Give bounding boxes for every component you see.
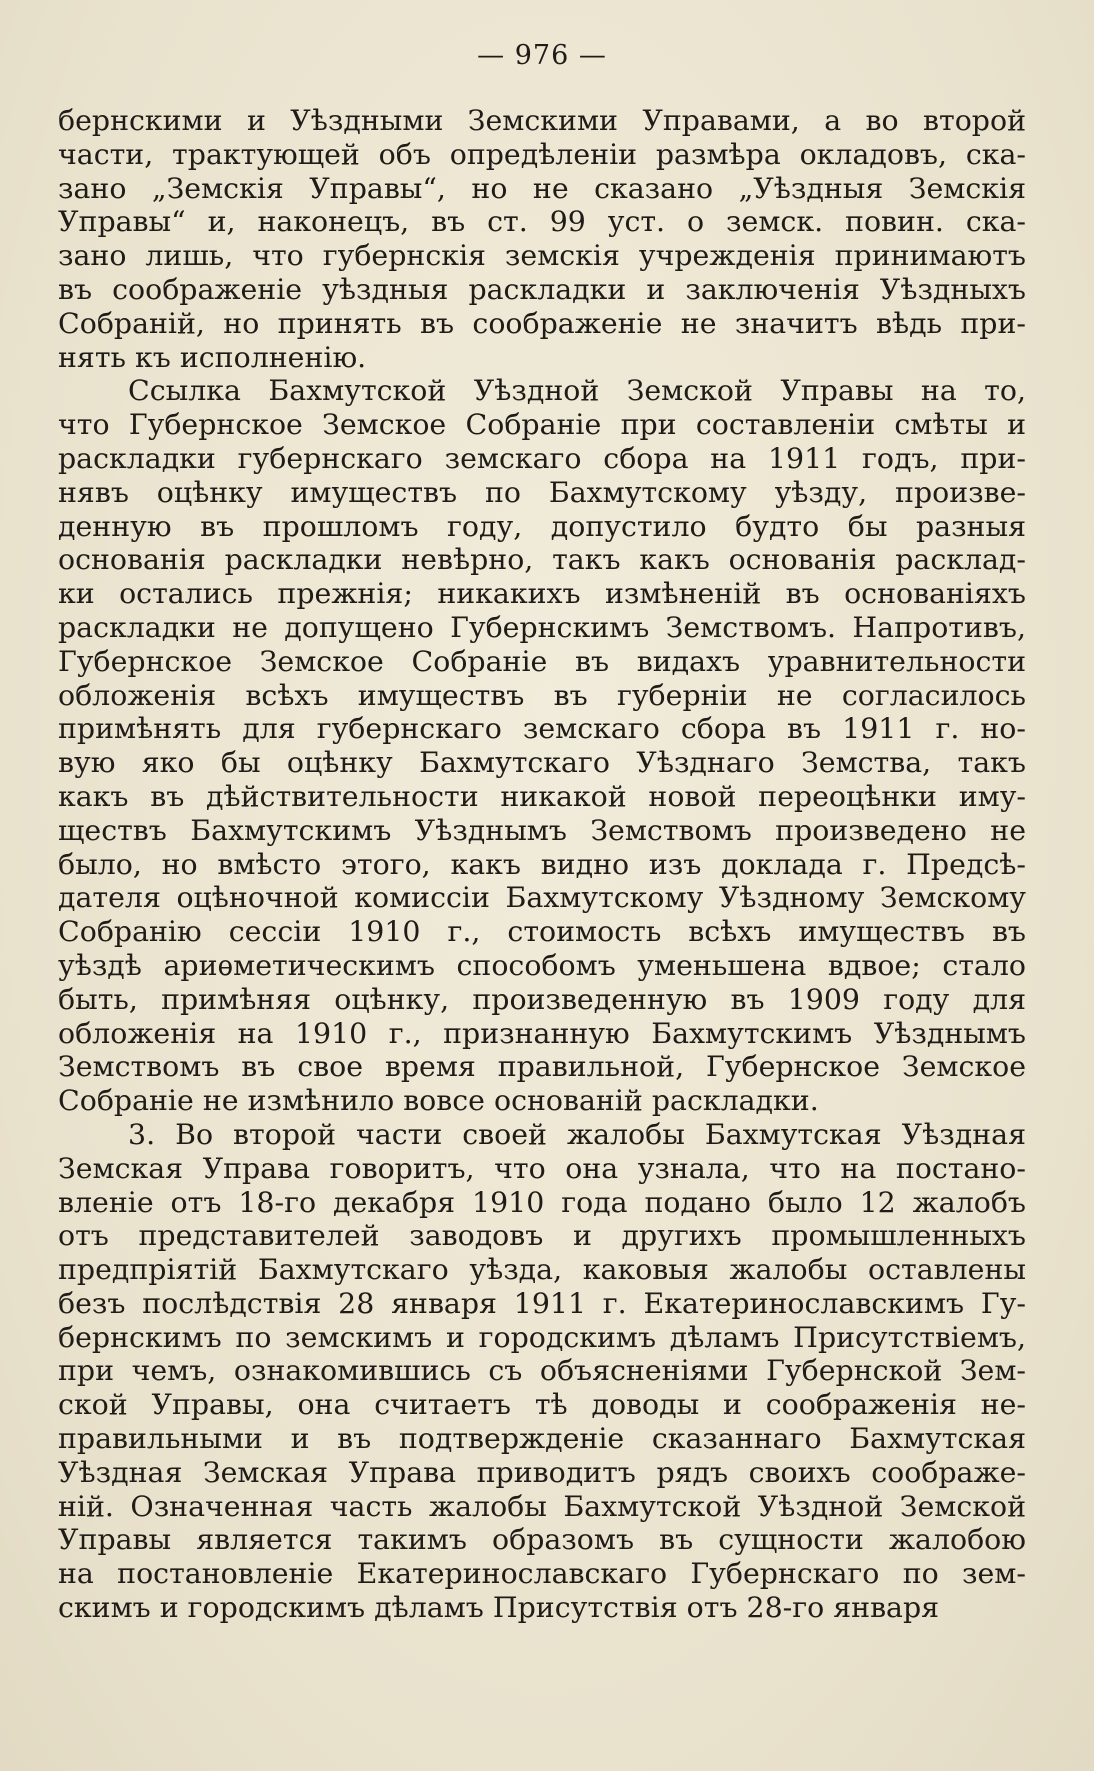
text-line: Ссылка Бахмутской Уѣздной Земской Управы на то, <box>128 374 1026 408</box>
text-line: было, но вмѣсто этого, какъ видно изъ доклада г. Предсѣ- <box>58 847 1026 881</box>
text-line: основанія раскладки невѣрно, такъ какъ основанія расклад- <box>58 543 1026 577</box>
text-line: обложенія на 1910 г., признанную Бахмутскимъ Уѣзднымъ <box>58 1016 1026 1050</box>
body-text <box>58 104 1026 1625</box>
text-line: Губернское Земское Собраніе въ видахъ уравнительности <box>58 644 1026 678</box>
text-line: ществъ Бахмутскимъ Уѣзднымъ Земствомъ произведено не <box>58 813 1026 847</box>
text-line: ній. Означенная часть жалобы Бахмутской Уѣздной Земской <box>58 1489 1026 1523</box>
text-line: обложенія всѣхъ имуществъ въ губерніи не согласилось <box>58 678 1026 712</box>
text-line: зано лишь, что губернскія земскія учрежденія принимаютъ <box>58 239 1026 273</box>
text-line: отъ представителей заводовъ и другихъ промышленныхъ <box>58 1219 1026 1253</box>
text-line: въ соображеніе уѣздныя раскладки и заключенія Уѣздныхъ <box>58 272 1026 306</box>
text-line: какъ въ дѣйствительности никакой новой переоцѣнки иму- <box>58 779 1026 813</box>
text-line: Земствомъ въ свое время правильной, Губернское Земское <box>58 1050 1026 1084</box>
text-line: дателя оцѣночной комиссіи Бахмутскому Уѣздному Земскому <box>58 881 1026 915</box>
text-line: быть, примѣняя оцѣнку, произведенную въ 1909 году для <box>58 982 1026 1016</box>
text-line: ки остались прежнія; никакихъ измѣненій въ основаніяхъ <box>58 577 1026 611</box>
text-line: 3. Во второй части своей жалобы Бахмутская Уѣздная <box>128 1117 1026 1151</box>
text-line: Земская Управа говоритъ, что она узнала, что на постано- <box>58 1151 1026 1185</box>
text-line: нявъ оцѣнку имуществъ по Бахмутскому уѣзду, произве- <box>58 475 1026 509</box>
text-line: зано „Земскія Управы“, но не сказано „Уѣздныя Земскія <box>58 171 1026 205</box>
text-line: бернскимъ по земскимъ и городскимъ дѣламъ Присутствіемъ, <box>58 1320 1026 1354</box>
text-line: при чемъ, ознакомившись съ объясненіями Губернской Зем- <box>58 1354 1026 1388</box>
paragraph <box>58 374 1026 1118</box>
text-line: денную въ прошломъ году, допустило будто бы разныя <box>58 509 1026 543</box>
text-line: Собранію сессіи 1910 г., стоимость всѣхъ имуществъ въ <box>58 915 1026 949</box>
text-line: бернскими и Уѣздными Земскими Управами, а во второй <box>58 104 1026 137</box>
text-line: части, трактующей объ опредѣленіи размѣра окладовъ, ска- <box>58 137 1026 171</box>
text-line: нять къ исполненію. <box>58 340 367 374</box>
text-line: Собраніе не измѣнило вовсе основаній раскладки. <box>58 1084 819 1118</box>
text-line: вленіе отъ 18-го декабря 1910 года подано было 12 жалобъ <box>58 1185 1026 1219</box>
text-line: раскладки не допущено Губернскимъ Земствомъ. Напротивъ, <box>58 610 1026 644</box>
text-line: Управы“ и, наконецъ, въ ст. 99 уст. о земск. повин. ска- <box>58 205 1026 239</box>
text-line: правильными и въ подтвержденіе сказаннаго Бахмутская <box>58 1422 1026 1456</box>
text-line: примѣнять для губернскаго земскаго сбора въ 1911 г. но- <box>58 712 1026 746</box>
text-line: на постановленіе Екатеринославскаго Губернскаго по зем- <box>58 1557 1026 1591</box>
text-line: Уѣздная Земская Управа приводитъ рядъ своихъ соображе- <box>58 1455 1026 1489</box>
text-line: уѣздѣ ариѳметическимъ способомъ уменьшена вдвое; стало <box>58 948 1026 982</box>
paragraph <box>58 104 1026 374</box>
text-line: раскладки губернскаго земскаго сбора на 1911 годъ, при- <box>58 441 1026 475</box>
text-line: вую яко бы оцѣнку Бахмутскаго Уѣзднаго Земства, такъ <box>58 746 1026 780</box>
text-line: ской Управы, она считаетъ тѣ доводы и соображенія не- <box>58 1388 1026 1422</box>
text-line: что Губернское Земское Собраніе при составленіи смѣты и <box>58 408 1026 442</box>
text-line: предпріятій Бахмутскаго уѣзда, каковыя жалобы оставлены <box>58 1253 1026 1287</box>
text-line: безъ послѣдствія 28 января 1911 г. Екатеринославскимъ Гу- <box>58 1286 1026 1320</box>
page-number: — 976 — <box>477 40 607 71</box>
text-line: скимъ и городскимъ дѣламъ Присутствія отъ 28-го января <box>58 1591 940 1625</box>
text-line: Управы является такимъ образомъ въ сущности жалобою <box>58 1523 1026 1557</box>
paragraph <box>58 1118 1026 1625</box>
text-line: Собраній, но принять въ соображеніе не значитъ вѣдь при- <box>58 306 1026 340</box>
